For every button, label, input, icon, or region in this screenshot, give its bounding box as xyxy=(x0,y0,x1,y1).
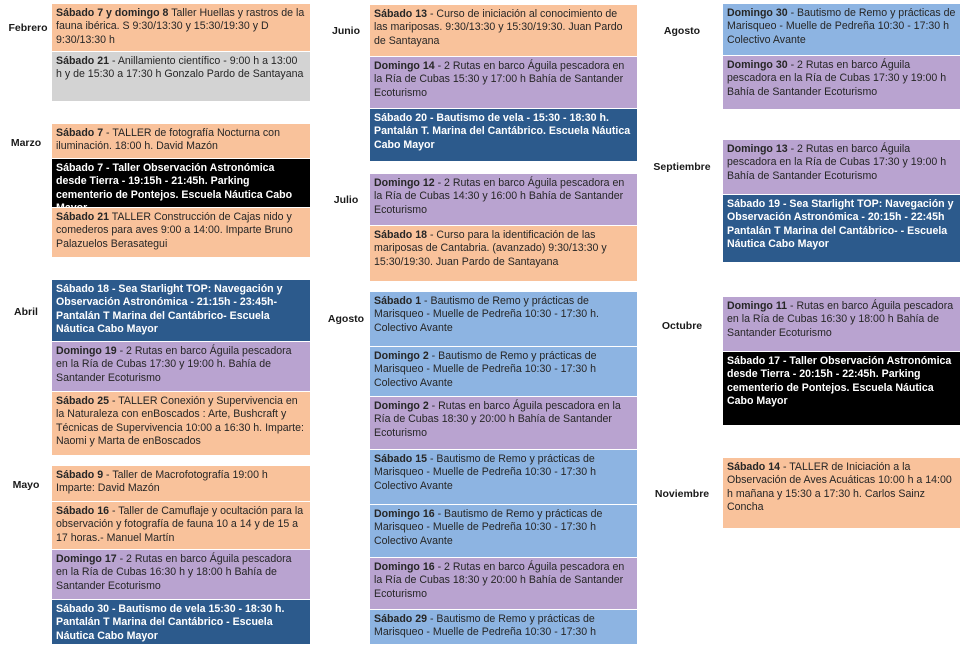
event-card xyxy=(52,4,310,52)
event-date: Domingo 14 xyxy=(374,60,435,72)
event-card xyxy=(52,342,310,392)
event-description: - Taller Observación Astronómica desde Tierra - 19:15h - 21:45h. Parking cementerio de Pontejos. Escuela Náutica Cabo xyxy=(56,162,293,201)
event-date: Domingo 2 xyxy=(374,400,429,412)
month-label-julio: Julio xyxy=(333,194,359,206)
event-description: - 2 Rutas en barco Águila pescadora en la Ría de Cubas 17:30 y 19:00 h. Bahía de Santander Ecoturismo xyxy=(56,345,292,384)
event-date: Sábado 25 xyxy=(56,395,109,407)
event-card xyxy=(52,466,310,502)
event-description: - Taller Observación Astronómica desde Tierra - 20:15h - 22:45h. Parking cementerio de Pontejos. Escuela Náutica Cabo Mayor xyxy=(727,355,952,408)
event-date: Sábado 30 xyxy=(56,603,109,615)
event-description: - Taller de Macrofotografía 19:00 h Imparte: David Mazón xyxy=(56,469,268,495)
event-date: Sábado 7 xyxy=(56,162,104,174)
event-date: Sábado 1 xyxy=(374,295,422,307)
event-description: - Anillamiento científico - 9:00 h a 13:00 h y de 15:30 a 17:30 h Gonzalo Pardo de Santayana xyxy=(56,55,304,81)
month-label-agosto-cont: Agosto xyxy=(663,25,701,37)
month-label-noviembre: Noviembre xyxy=(654,488,710,500)
event-description: - Bautismo de Remo y prácticas de Marisqueo - Muelle de Pedreña 10:30 - 17:30 h Colectivo Avante xyxy=(374,508,603,547)
month-label-mayo: Mayo xyxy=(12,479,40,491)
event-date: Sábado 7 xyxy=(56,127,104,139)
event-card xyxy=(723,458,960,529)
event-description: TALLER Construcción de Cajas nido y comederos para aves 9:00 a 14:00. Imparte Bruno Palazuelos Berasategui xyxy=(56,211,293,250)
month-label-marzo: Marzo xyxy=(10,137,42,149)
event-date: Domingo 16 xyxy=(374,561,435,573)
event-description: - Bautismo de Remo y prácticas de Marisqueo - Muelle de Pedreña 10:30 - 17:30 h xyxy=(374,613,597,639)
event-card xyxy=(723,195,960,263)
event-date: Sábado 29 xyxy=(374,613,427,625)
event-date: Sábado 21 xyxy=(56,55,109,67)
event-card xyxy=(370,558,637,610)
event-card xyxy=(370,5,637,57)
event-date: Sábado 19 xyxy=(727,198,780,210)
event-date: Domingo 17 xyxy=(56,553,117,565)
event-description: - 2 Rutas en barco Águila pescadora en la Ría de Cubas 15:30 y 17:00 h Bahía de Santander Ecoturismo xyxy=(374,60,625,99)
event-date: Sábado 20 xyxy=(374,112,427,124)
event-date: Sábado 9 xyxy=(56,469,104,481)
event-date: Sábado 7 y domingo 8 xyxy=(56,7,169,19)
event-description: - Taller de Camuflaje y ocultación para la observación y fotografía de fauna 10 a 14 y de 15 a 17 horas.- Manuel Martín xyxy=(56,505,304,544)
event-card xyxy=(723,56,960,110)
event-description: - Sea Starlight TOP: Navegación y Observación Astronómica - 21:15h - 23:45h- Pantalán T Marina del Cantábrico- Escuela Náutica Cabo Mayor xyxy=(56,283,283,336)
event-card xyxy=(370,226,637,282)
event-card xyxy=(52,280,310,342)
event-description: - Bautismo de vela 15:30 - 18:30 h. Pantalán T Marina del Cantábrico - Escuela Náutica Cabo Mayor xyxy=(56,603,285,642)
event-date: Sábado 18 xyxy=(56,283,109,295)
event-card xyxy=(52,502,310,550)
event-description: - Bautismo de Remo y prácticas de Marisqueo - Muelle de Pedreña 10:30 - 17:30 h. Colectivo Avante xyxy=(374,295,599,334)
month-label-agosto: Agosto xyxy=(327,313,365,325)
event-card xyxy=(370,347,637,397)
event-card xyxy=(52,52,310,102)
month-label-abril: Abril xyxy=(14,306,38,318)
event-description: - 2 Rutas en barco Águila pescadora en la Ría de Cubas 17:30 y 19:00 h Bahía de Santander Ecoturismo xyxy=(727,143,947,182)
month-label-junio: Junio xyxy=(332,25,360,37)
event-card xyxy=(52,600,310,645)
event-date: Domingo 30 xyxy=(727,7,788,19)
event-card xyxy=(52,159,310,208)
event-date: Domingo 16 xyxy=(374,508,435,520)
event-description: - 2 Rutas en barco Águila pescadora en la Ría de Cubas 17:30 y 19:00 h Bahía de Santander Ecoturismo xyxy=(727,59,947,98)
event-card xyxy=(370,505,637,558)
event-description: - 2 Rutas en barco Águila pescadora en la Ría de Cubas 18:30 y 20:00 h Bahía de Santander Ecoturismo xyxy=(374,561,625,600)
event-date: Sábado 16 xyxy=(56,505,109,517)
event-card xyxy=(370,397,637,450)
event-description: - Curso para la identificación de las mariposas de Cantabria. (avanzado) 9:30/13:30 y 15:30/19:30. Juan Pardo de Santayana xyxy=(374,229,607,268)
event-date: Domingo 11 xyxy=(727,300,788,312)
event-card xyxy=(370,292,637,347)
event-card xyxy=(723,352,960,426)
event-date: Sábado 21 xyxy=(56,211,109,223)
event-description: - Bautismo de vela - 15:30 - 18:30 h. Pantalán T. Marina del Cantábrico. Escuela Náutica Cabo Mayor xyxy=(374,112,631,151)
event-date: Domingo 30 xyxy=(727,59,788,71)
event-date: Sábado 18 xyxy=(374,229,427,241)
event-date: Domingo 12 xyxy=(374,177,435,189)
event-date: Sábado 17 xyxy=(727,355,780,367)
month-label-octubre: Octubre xyxy=(661,320,703,332)
event-description: - 2 Rutas en barco Águila pescadora en la Ría de Cubas 16:30 h y 18:00 h Bahía de Santander Ecoturismo xyxy=(56,553,292,592)
event-card xyxy=(52,550,310,600)
event-date: Domingo 13 xyxy=(727,143,788,155)
event-description: - Bautismo de Remo y prácticas de Marisqueo - Muelle de Pedreña 10:30 - 17:30 h Colectivo Avante xyxy=(374,453,597,492)
event-card xyxy=(370,450,637,505)
event-card xyxy=(723,140,960,195)
event-description: - Bautismo de Remo y prácticas de Marisqueo - Muelle de Pedreña 10:30 - 17:30 h Colectivo Avante xyxy=(727,7,956,46)
event-card xyxy=(723,4,960,56)
event-description: - Curso de iniciación al conocimiento de las mariposas. 9:30/13:30 y 15:30/19:30. Juan Pardo de Santayana xyxy=(374,8,623,47)
event-description: - 2 Rutas en barco Águila pescadora en la Ría de Cubas 14:30 y 16:00 h Bahía de Santander Ecoturismo xyxy=(374,177,625,216)
event-card xyxy=(370,174,637,226)
event-date: Sábado 14 xyxy=(727,461,780,473)
event-card xyxy=(723,297,960,352)
event-date: Domingo 2 xyxy=(374,350,429,362)
event-card xyxy=(52,392,310,456)
event-description: - Bautismo de Remo y prácticas de Marisqueo - Muelle de Pedreña 10:30 - 17:30 h Colectivo Avante xyxy=(374,350,597,389)
event-description: - TALLER de fotografía Nocturna con iluminación. 18:00 h. David Mazón xyxy=(56,127,280,153)
event-card xyxy=(52,124,310,159)
event-card xyxy=(370,57,637,109)
event-description: - TALLER de Iniciación a la Observación de Aves Acuáticas 10:00 h a 14:00 h mañana y 15:30 a 17:30 h. Carlos Sainz Concha xyxy=(727,461,952,514)
event-description: - Rutas en barco Águila pescadora en la Ría de Cubas 18:30 y 20:00 h Bahía de Santander Ecoturismo xyxy=(374,400,621,439)
event-description: - Sea Starlight TOP: Navegación y Observación Astronómica - 20:15h - 22:45h Pantalán T Marina del Cantábrico- - Escuela Náutica Cabo Mayor xyxy=(727,198,954,251)
event-description: Taller Huellas y rastros de la fauna ibérica. S 9:30/13:30 y 15:30/19:30 y D 9:30/13:30 h xyxy=(56,7,305,46)
event-date: Sábado 15 xyxy=(374,453,427,465)
event-description: - TALLER Conexión y Supervivencia en la Naturaleza con enBoscados : Arte, Bushcraft y Técnicas de Supervivencia 10:00 a 16:30 h. Imparte: Naomi y Marta de enBoscados xyxy=(56,395,304,448)
event-description: - Rutas en barco Águila pescadora en la Ría de Cubas 16:30 y 18:00 h Bahía de Santander Ecoturismo xyxy=(727,300,954,339)
month-label-febrero: Febrero xyxy=(8,22,48,34)
event-card xyxy=(370,109,637,162)
event-card xyxy=(52,208,310,258)
event-date: Sábado 13 xyxy=(374,8,427,20)
event-date: Domingo 19 xyxy=(56,345,117,357)
event-card xyxy=(370,610,637,645)
month-label-septiembre: Septiembre xyxy=(653,161,711,173)
